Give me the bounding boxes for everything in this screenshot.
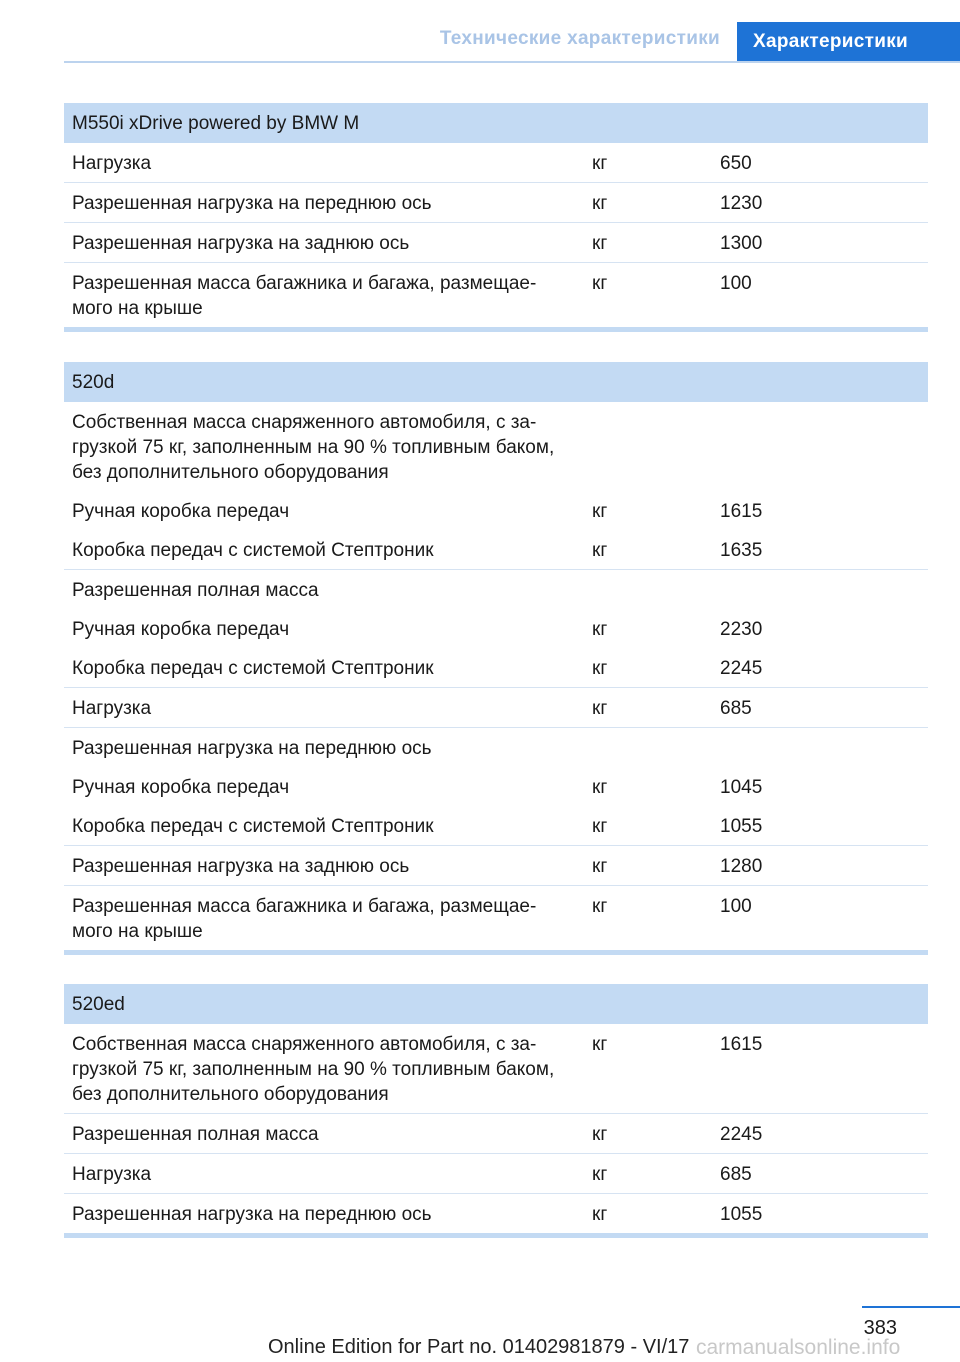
row-value: 685 [720, 698, 752, 719]
table-row [64, 728, 928, 767]
row-unit: кг [592, 1164, 608, 1185]
row-unit: кг [592, 1204, 608, 1225]
row-value: 100 [720, 896, 752, 917]
row-label: Собственная масса снаряженного автомобиля, с за- грузкой 75 кг, заполненным на 90 % топливным баком, без дополнительного оборудования [72, 1034, 555, 1105]
section-title: Технические характеристики [439, 28, 720, 49]
table-row [64, 609, 928, 648]
table-title: 520d [64, 362, 928, 402]
row-label: Разрешенная масса багажника и багажа, размещае- мого на крыше [72, 273, 537, 319]
page-number-rule [862, 1306, 960, 1308]
table-row [64, 1154, 928, 1194]
chapter-tab: Характеристики [737, 22, 960, 61]
row-label: Нагрузка [72, 153, 152, 174]
row-label: Нагрузка [72, 698, 152, 719]
row-label: Коробка передач с системой Стептроник [72, 540, 434, 561]
row-label: Разрешенная полная масса [72, 1124, 319, 1145]
row-value: 1635 [720, 540, 763, 561]
edition-note: Online Edition for Part no. 01402981879 - VI/17 [268, 1336, 690, 1358]
row-unit: кг [592, 1034, 608, 1055]
table-body [64, 143, 928, 327]
table-row [64, 1024, 928, 1114]
table-bottom-rule [64, 950, 928, 955]
row-unit: кг [592, 1124, 608, 1145]
table-row [64, 530, 928, 570]
row-label: Разрешенная полная масса [72, 580, 319, 601]
row-label: Ручная коробка передач [72, 501, 290, 522]
table-row [64, 223, 928, 263]
row-value: 1055 [720, 816, 763, 837]
row-label: Разрешенная нагрузка на переднюю ось [72, 193, 432, 214]
row-unit: кг [592, 896, 608, 917]
table-body [64, 1024, 928, 1233]
row-label: Ручная коробка передач [72, 619, 290, 640]
table-body [64, 402, 928, 950]
table-row [64, 688, 928, 728]
row-label: Ручная коробка передач [72, 777, 290, 798]
row-value: 1045 [720, 777, 763, 798]
page-number: 383 [863, 1317, 897, 1339]
row-value: 1300 [720, 233, 763, 254]
table-row [64, 183, 928, 223]
row-value: 1615 [720, 501, 763, 522]
row-unit: кг [592, 193, 608, 214]
table-row [64, 1194, 928, 1233]
table-row [64, 1114, 928, 1154]
table-row [64, 491, 928, 530]
row-unit: кг [592, 816, 608, 837]
row-unit [584, 728, 712, 767]
row-unit: кг [592, 501, 608, 522]
table-row [64, 143, 928, 183]
row-value: 650 [720, 153, 752, 174]
row-unit: кг [592, 540, 608, 561]
table-row [64, 846, 928, 886]
row-value [712, 570, 928, 609]
row-value: 100 [720, 273, 752, 294]
row-value: 685 [720, 1164, 752, 1185]
spec-table-520d [64, 362, 928, 955]
row-value [712, 402, 928, 491]
row-value: 2245 [720, 1124, 763, 1145]
row-label: Разрешенная нагрузка на переднюю ось [72, 738, 432, 759]
table-row [64, 263, 928, 327]
row-label: Нагрузка [72, 1164, 152, 1185]
row-unit: кг [592, 273, 608, 294]
table-title: 520ed [64, 984, 928, 1024]
row-label: Разрешенная нагрузка на заднюю ось [72, 856, 410, 877]
row-label: Разрешенная нагрузка на заднюю ось [72, 233, 410, 254]
spec-table-520ed [64, 984, 928, 1238]
row-value: 1615 [720, 1034, 763, 1055]
row-unit [584, 402, 712, 491]
table-bottom-rule [64, 1233, 928, 1238]
row-value: 1055 [720, 1204, 763, 1225]
table-row [64, 767, 928, 806]
row-unit: кг [592, 619, 608, 640]
table-bottom-rule [64, 327, 928, 332]
row-unit: кг [592, 856, 608, 877]
watermark: carmanualsonline.info [696, 1336, 901, 1359]
row-value: 1280 [720, 856, 763, 877]
table-row [64, 648, 928, 688]
page-header [0, 0, 960, 62]
row-unit: кг [592, 153, 608, 174]
row-value: 1230 [720, 193, 763, 214]
row-label: Разрешенная нагрузка на переднюю ось [72, 1204, 432, 1225]
row-unit: кг [592, 233, 608, 254]
row-unit [584, 570, 712, 609]
row-value: 2230 [720, 619, 763, 640]
row-value [712, 728, 928, 767]
row-label: Коробка передач с системой Стептроник [72, 816, 434, 837]
row-label: Собственная масса снаряженного автомобиля, с за- грузкой 75 кг, заполненным на 90 % топливным баком, без дополнительного оборудования [72, 412, 555, 483]
table-title: M550i xDrive powered by BMW M [64, 103, 928, 143]
table-row [64, 402, 928, 491]
table-row [64, 886, 928, 950]
spec-table-m550i [64, 103, 928, 332]
row-value: 2245 [720, 658, 763, 679]
row-unit: кг [592, 698, 608, 719]
row-label: Коробка передач с системой Стептроник [72, 658, 434, 679]
row-label: Разрешенная масса багажника и багажа, размещае- мого на крыше [72, 896, 537, 942]
table-row [64, 570, 928, 609]
header-divider [64, 61, 960, 63]
row-unit: кг [592, 658, 608, 679]
table-row [64, 806, 928, 846]
row-unit: кг [592, 777, 608, 798]
